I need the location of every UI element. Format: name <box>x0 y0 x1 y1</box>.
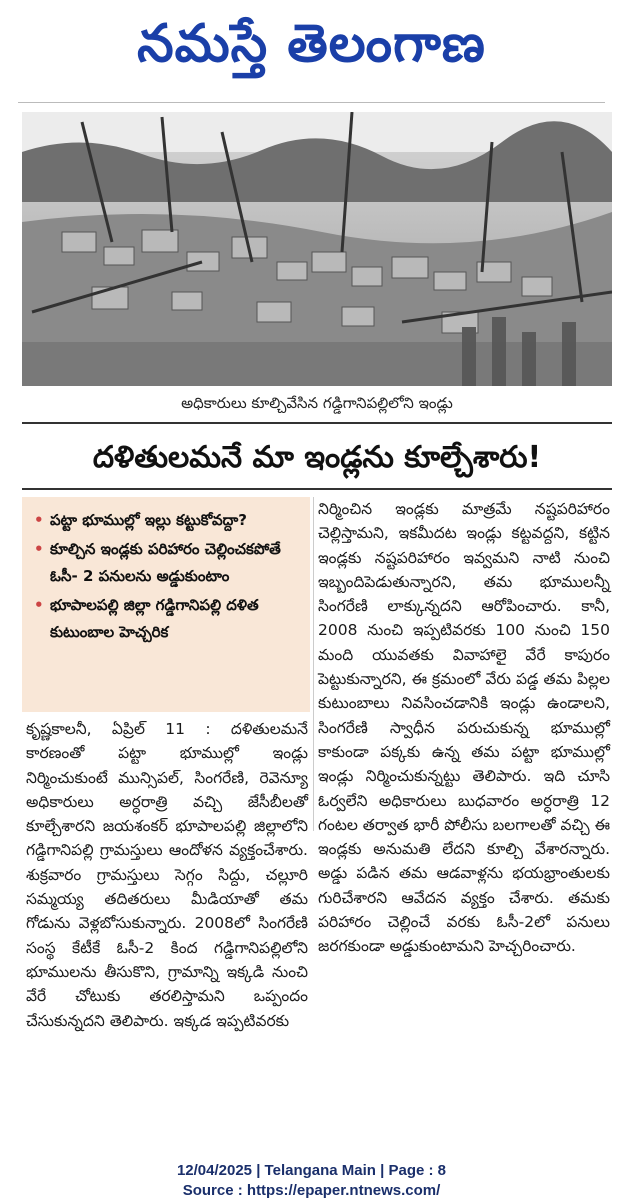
bullet-icon: • <box>34 511 44 529</box>
highlight-text: పట్టా భూముల్లో ఇల్లు కట్టుకోవద్దా? <box>50 511 247 529</box>
highlight-item <box>34 536 300 590</box>
highlight-item <box>34 592 300 646</box>
highlight-item <box>34 507 300 534</box>
photo-caption: అధికారులు కూల్చివేసిన గడ్డిగానిపల్లిలోని ఇండ్లు <box>181 394 453 412</box>
article-body-right: నిర్మించిన ఇండ్లకు మాత్రమే నష్టపరిహారం చెల్లిస్తామని, ఇకమీదట ఇండ్లు కట్టవద్దని, కట్టిన ఇండ్లకు నష్టపరిహారం ఇవ్వమని నాటి నుంచి ఇబ్బందిపెడుతున్నారని, తమ భూములన్నీ సింగరేణి లాక్కున్నదని ఆరోపించారు. కానీ, 2008 నుంచి ఇప్పటివరకు 100 నుంచి 150 మంది యువతకు వివాహాలై వేరే కాపురం పెట్టుకున్నారని, ఈ క్రమంలో వేరు పడ్డ తమ పిల్లల కుటుంబాలు నివసించడానికి ఇండ్లు ఉండాలని, సింగరేణి స్వాధీన పరుచుకున్న భూముల్లో కాకుండా పక్కకు ఉన్న తమ పట్టా భూముల్లో ఇండ్లు నిర్మించుకున్నట్టు తెలిపారు. ఇది చూసి ఓర్వలేని అధికారులు బుధవారం అర్ధరాత్రి 12 గంటల తర్వాత భారీ పోలీసు బలగాలతో వచ్చి ఈ ఇండ్లకు అనుమతి లేదని కూల్చి వేశారన్నారు. అడ్డు పడిన తమ ఆడవాళ్లను భయభ్రాంతులకు గురిచేశారని ఆవేదన వ్యక్తం చేశారు. తమకు పరిహారం చెల్లించే వరకు ఓసీ-2లో పనులు జరగకుండా అడ్డుకుంటామని హెచ్చరించారు. <box>318 500 610 956</box>
headline-top-rule <box>22 422 612 424</box>
news-photo <box>22 112 612 386</box>
newspaper-title: నమస్తే తెలంగాణ <box>137 13 486 74</box>
column-divider <box>313 497 314 831</box>
article-headline: దళితులమనే మా ఇండ్లను కూల్చేశారు! <box>92 440 542 475</box>
masthead-divider <box>18 102 605 103</box>
highlights-box <box>22 497 310 712</box>
headline-bottom-rule <box>22 488 612 490</box>
highlight-text: కూల్చిన ఇండ్లకు పరిహారం చెల్లించకపోతే ఓసీ- 2 పనులను అడ్డుకుంటాం <box>50 540 281 585</box>
footer-source-line: Source : https://epaper.ntnews.com/ <box>182 1182 441 1199</box>
masthead <box>0 0 623 100</box>
page-footer <box>0 1161 623 1201</box>
footer-date-line: 12/04/2025 | Telangana Main | Page : 8 <box>176 1162 447 1179</box>
highlight-text: భూపాలపల్లి జిల్లా గడ్డిగానిపల్లి దళిత కుటుంబాల హెచ్చరిక <box>50 596 259 641</box>
bullet-icon: • <box>34 540 44 558</box>
article-body-left: కృష్ణకాలనీ, ఏప్రిల్ 11 : దళితులమనే కారణంతో పట్టా భూముల్లో ఇండ్లు నిర్మించుకుంటే మున్సిపల్, సింగరేణి, రెవెన్యూ అధికారులు అర్ధరాత్రి వచ్చి జేసీబీలతో కూల్చేశారని జయశంకర్ భూపాలపల్లి జిల్లాలోని గడ్డిగానిపల్లి గ్రామస్తులు ఆందోళన వ్యక్తంచేశారు. శుక్రవారం గ్రామస్తులు సెగ్గం సిద్దు, చల్లూరి సమ్మయ్య తదితరులు మీడియాతో తమ గోడును వెళ్లబోసుకున్నారు. 2008లో సింగరేణి సంస్థ కేటీకే ఓసీ-2 కింద గడ్డిగానిపల్లిలోని భూములను తీసుకొని, గ్రామాన్ని ఇక్కడి నుంచి వేరే చోటుకు తరలిస్తామని ఒప్పందం చేసుకున్నదని తెలిపారు. ఇక్కడ ఇప్పటివరకు <box>26 720 308 1030</box>
bullet-icon: • <box>34 596 44 614</box>
